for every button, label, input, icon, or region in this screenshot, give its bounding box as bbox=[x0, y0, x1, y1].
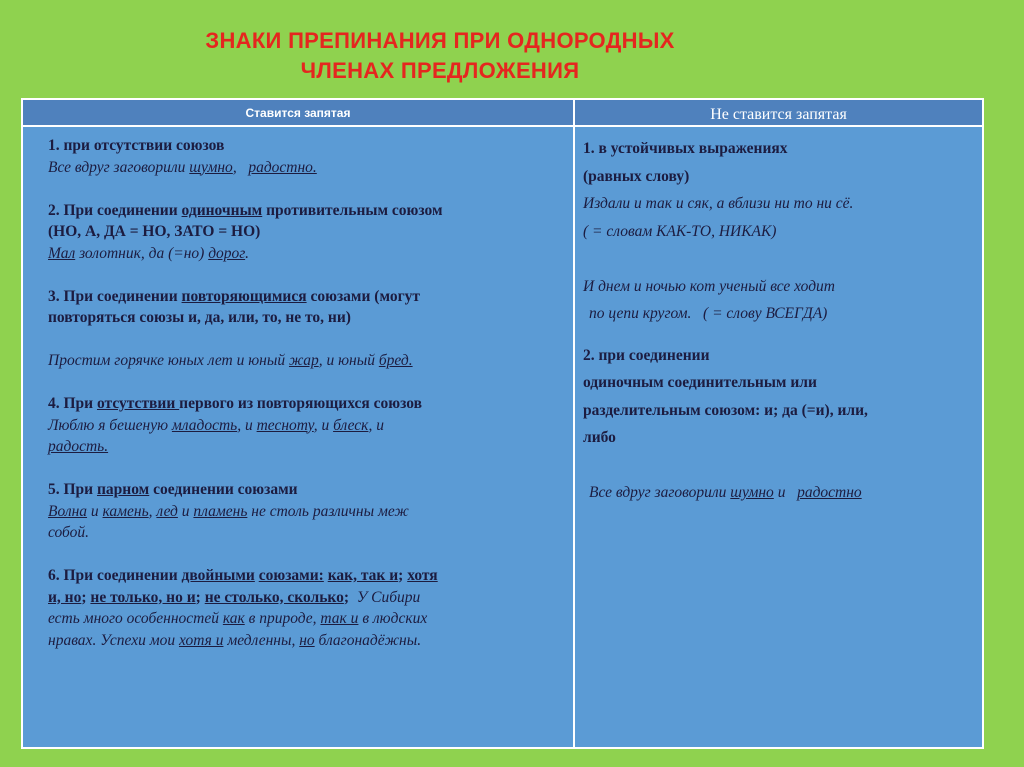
exception-2-example: Все вдруг заговорили шумно и радостно bbox=[589, 484, 862, 501]
rule-1-example: Все вдруг заговорили шумно, радостно. bbox=[48, 158, 317, 176]
exception-2-line-3: разделительным союзом: и; да (=и), или, bbox=[583, 401, 868, 419]
exception-2-line-2: одиночным соединительным или bbox=[583, 374, 817, 391]
rule-3-example: Простим горячке юных лет и юный жар, и юный бред. bbox=[48, 352, 413, 369]
exception-1-example-2-end: по цепи кругом. ( = слову ВСЕГДА) bbox=[589, 305, 828, 322]
header-comma-not-placed: Не ставится запятая bbox=[575, 100, 982, 127]
exception-2-line-4: либо bbox=[583, 429, 616, 446]
right-column bbox=[575, 127, 982, 747]
rule-3-conjunctions: повторяться союзы и, да, или, то, не то, ни) bbox=[48, 309, 351, 326]
exception-1-heading: 1. в устойчивых выражениях bbox=[583, 140, 788, 157]
exception-1-equivalent-1: ( = словам КАК-ТО, НИКАК) bbox=[583, 222, 777, 240]
rule-4-heading: 4. При отсутствии первого из повторяющихся союзов bbox=[48, 395, 423, 412]
rule-2-heading: 2. При соединении одиночным противительным союзом bbox=[48, 201, 443, 219]
left-column bbox=[23, 127, 575, 747]
rule-2-conjunctions: (НО, А, ДА = НО, ЗАТО = НО) bbox=[48, 223, 261, 240]
title-line-1: ЗНАКИ ПРЕПИНАНИЯ ПРИ ОДНОРОДНЫХ bbox=[205, 28, 675, 53]
exception-2-heading: 2. при соединении bbox=[583, 346, 710, 364]
rule-5-example: Волна и камень, лед и пламень не столь различны меж bbox=[48, 502, 409, 520]
exception-1-example-1: Издали и так и сяк, а вблизи ни то ни сё. bbox=[583, 195, 854, 212]
exception-1-note: (равных слову) bbox=[583, 167, 690, 185]
rule-5-heading: 5. При парном соединении союзами bbox=[48, 481, 298, 498]
rule-3-heading: 3. При соединении повторяющимися союзами (могут bbox=[48, 287, 420, 305]
rule-4-example-end: радость. bbox=[48, 438, 109, 455]
rule-6-line-3: есть много особенностей как в природе, так и в людских bbox=[48, 610, 428, 627]
exception-1-example-2: И днем и ночью кот ученый все ходит bbox=[583, 277, 835, 295]
rule-6-line-4: нравах. Успехи мои хотя и медленны, но благонадёжны. bbox=[48, 631, 422, 649]
page-title bbox=[130, 26, 750, 86]
rule-4-example: Люблю я бешеную младость, и тесноту, и блеск, и bbox=[48, 416, 384, 434]
header-comma-placed: Ставится запятая bbox=[23, 100, 575, 127]
title-line-2: ЧЛЕНАХ ПРЕДЛОЖЕНИЯ bbox=[300, 58, 580, 83]
rule-2-example: Мал золотник, да (=но) дорог. bbox=[48, 244, 249, 262]
rule-1-heading: 1. при отсутствии союзов bbox=[48, 137, 225, 154]
rule-6-heading: 6. При соединении двойными союзами: как, так и; хотя bbox=[48, 567, 438, 584]
rule-5-example-end: собой. bbox=[48, 524, 90, 541]
rule-6-line-2: и, но; не только, но и; не столько, сколько; У Сибири bbox=[48, 588, 421, 606]
punctuation-table bbox=[21, 98, 984, 749]
